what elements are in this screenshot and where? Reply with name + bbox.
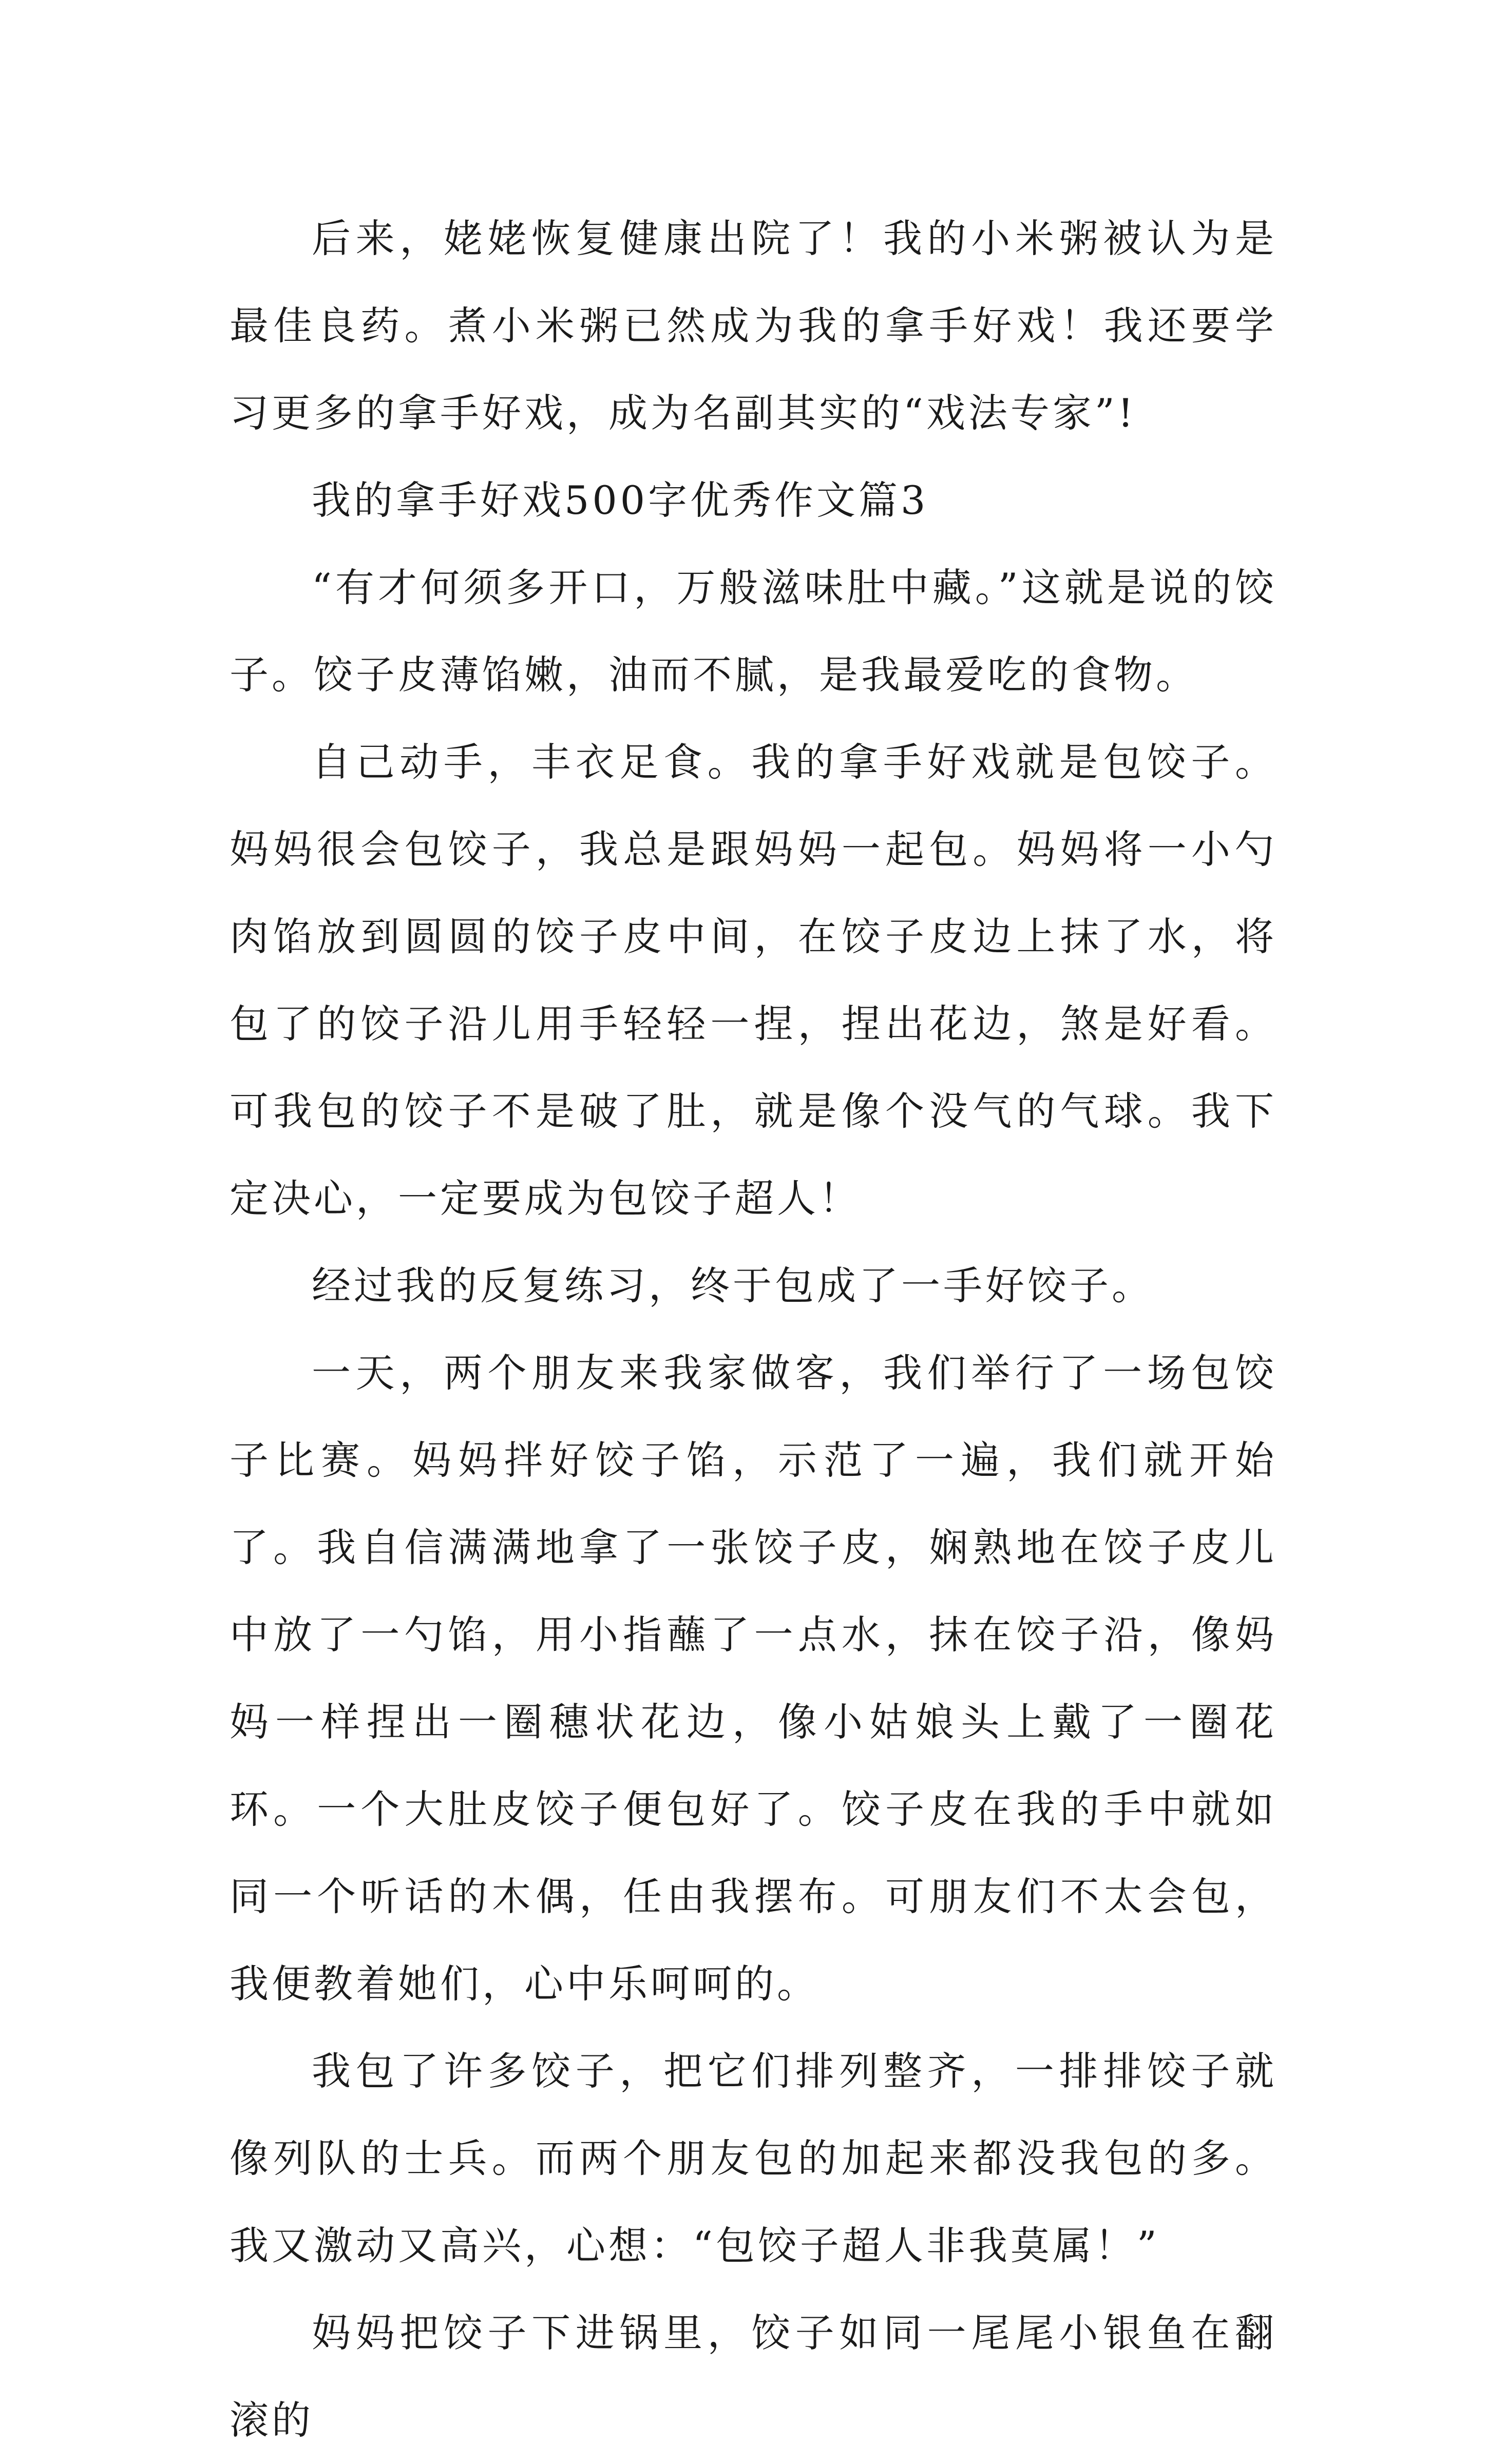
paragraph-recovery: 后来，姥姥恢复健康出院了！我的小米粥被认为是最佳良药。煮小米粥已然成为我的拿手好戏！我还要学习更多的拿手好戏，成为名副其实的“戏法专家”! bbox=[230, 216, 1277, 436]
paragraph-practice: 经过我的反复练习，终于包成了一手好饺子。 bbox=[312, 1263, 1154, 1308]
document-body bbox=[230, 195, 1277, 2464]
paragraph-learning: 自己动手，丰衣足食。我的拿手好戏就是包饺子。妈妈很会包饺子，我总是跟妈妈一起包。妈妈将一小勺肉馅放到圆圆的饺子皮中间，在饺子皮边上抹了水，将包了的饺子沿儿用手轻轻一捏，捏出花边，煞是好看。可我包的饺子不是破了肚，就是像个没气的气球。我下定决心，一定要成为包饺子超人！ bbox=[230, 739, 1277, 1221]
paragraph-intro: “有才何须多开口，万般滋味肚中藏。”这就是说的饺子。饺子皮薄馅嫩，油而不腻，是我最爱吃的食物。 bbox=[230, 565, 1277, 698]
paragraph-result: 我包了许多饺子，把它们排列整齐，一排排饺子就像列队的士兵。而两个朋友包的加起来都没我包的多。我又激动又高兴，心想：“包饺子超人非我莫属！” bbox=[230, 2048, 1277, 2268]
section-heading: 我的拿手好戏500字优秀作文篇3 bbox=[312, 477, 929, 523]
paragraph-contest: 一天，两个朋友来我家做客，我们举行了一场包饺子比赛。妈妈拌好饺子馅，示范了一遍，我们就开始了。我自信满满地拿了一张饺子皮，娴熟地在饺子皮儿中放了一勺馅，用小指蘸了一点水，抹在饺子沿，像妈妈一样捏出一圈穗状花边，像小姑娘头上戴了一圈花环。一个大肚皮饺子便包好了。饺子皮在我的手中就如同一个听话的木偶，任由我摆布。可朋友们不太会包，我便教着她们，心中乐呵呵的。 bbox=[230, 1350, 1277, 2007]
paragraph-cooking: 妈妈把饺子下进锅里，饺子如同一尾尾小银鱼在翻滚的 bbox=[230, 2310, 1277, 2443]
